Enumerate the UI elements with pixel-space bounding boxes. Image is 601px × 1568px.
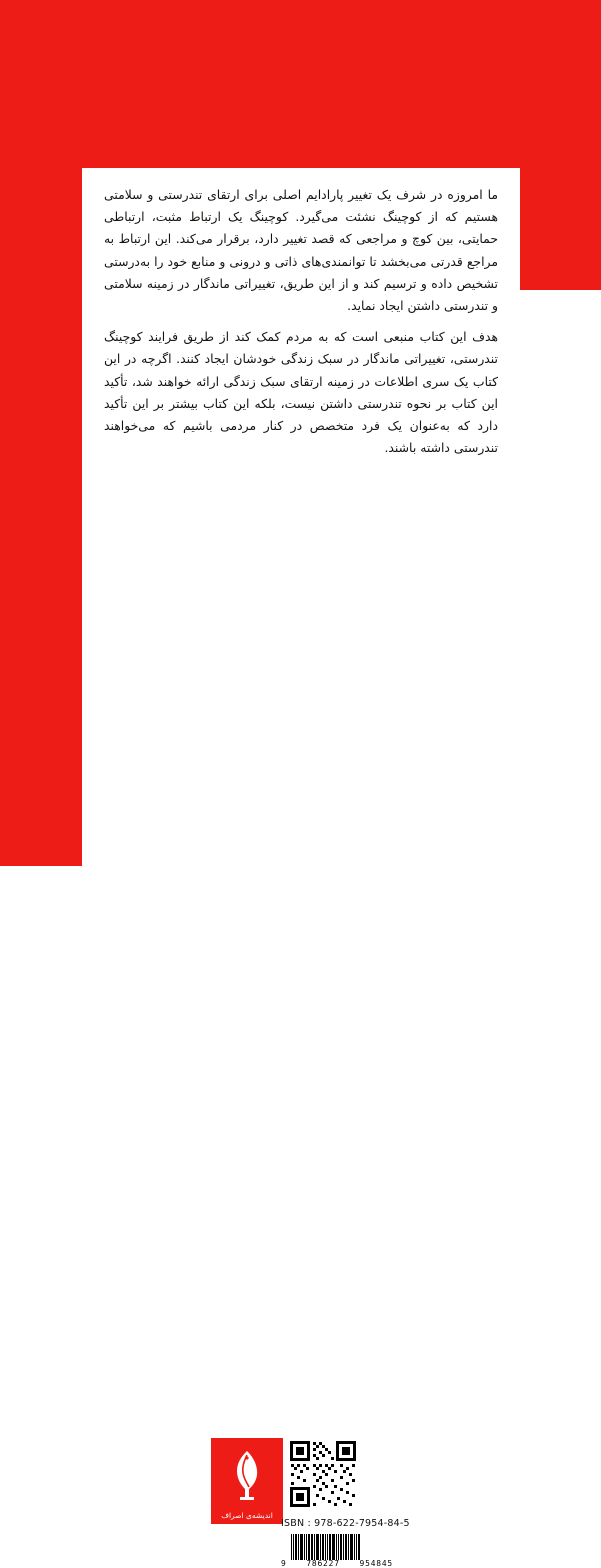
dove-bird-icon: [223, 1447, 271, 1507]
barcode-bars: [291, 1534, 391, 1560]
publisher-logo: [211, 1438, 283, 1524]
publisher-caption: اندیشه‌ی اصراف: [221, 1511, 273, 1520]
back-cover-text-panel: [82, 168, 520, 474]
ean13-barcode-icon: [281, 1534, 393, 1568]
footer-area: [0, 706, 601, 1568]
barcode-digit-mid: 786227: [306, 1559, 340, 1568]
body-paragraph-2: هدف این کتاب منبعی است که به مردم کمک کند از طریق فرایند کوچینگ تندرستی، تغییراتی ماندگار در سبک زندگی خودشان ایجاد کنند. اگرچه در این کتاب یک سری اطلاعات در زمینه ارتقای سبک زندگی ارائه خواهند شد، تأکید این کتاب بر نحوه تندرستی داشتن نیست، بلکه این کتاب بیشتر بر این تأکید دارد که به‌عنوان یک فرد متخصص در کنار مردمی باشیم که می‌خواهند تندرستی داشته باشند.: [104, 329, 498, 456]
qr-code-icon: [288, 1439, 358, 1509]
barcode-digit-left: 9: [281, 1559, 287, 1568]
body-paragraph-1: ما امروزه در شرف یک تغییر پارادایم اصلی برای ارتقای تندرستی و سلامتی هستیم که از کوچینگ نشئت می‌گیرد. کوچینگ یک ارتباط مثبت، ارتباطی حمایتی، بین کوچ و مراجعی که قصد تغییر دارد، برقرار می‌کند. این ارتباط به مراجع قدرتی می‌بخشد تا توانمندی‌های ذاتی و درونی و منابع خود را به‌درستی تشخیص داده و ترسیم کند و از این طریق، تغییراتی ماندگار در زمینه سلامتی و تندرستی داشتن ایجاد نماید.: [104, 187, 498, 314]
barcode-digits: [281, 1559, 393, 1568]
isbn-label: ISBN : 978-622-7954-84-5: [281, 1518, 410, 1529]
barcode-digit-right: 954845: [359, 1559, 393, 1568]
